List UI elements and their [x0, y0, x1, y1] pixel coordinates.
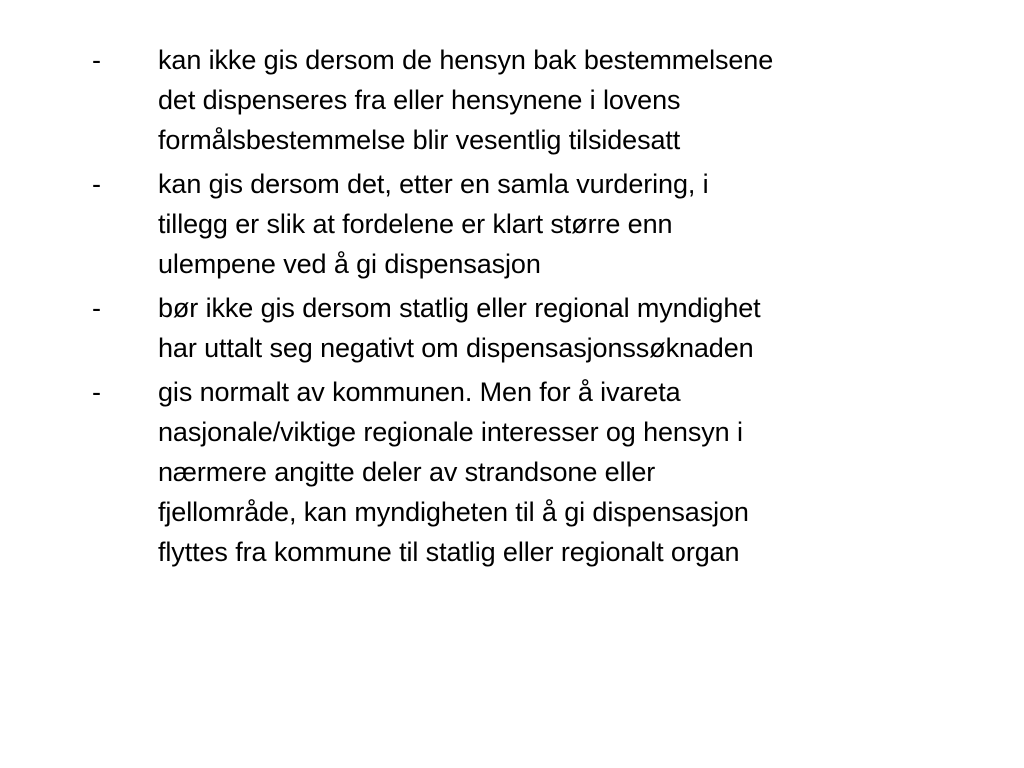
bullet-text: bør ikke gis dersom statlig eller regional myndighet har uttalt seg negativt om dispensasjonssøknaden [158, 293, 761, 363]
bullet-marker: - [92, 45, 101, 75]
bullet-marker: - [92, 169, 101, 199]
bullet-list [92, 40, 972, 576]
bullet-text: kan gis dersom det, etter en samla vurdering, i tillegg er slik at fordelene er klart større enn ulempene ved å gi dispensasjon [158, 169, 709, 279]
bullet-marker: - [92, 377, 101, 407]
list-item [92, 372, 972, 572]
list-item [92, 164, 972, 284]
bullet-marker: - [92, 293, 101, 323]
list-item [92, 40, 972, 160]
bullet-text: gis normalt av kommunen. Men for å ivareta nasjonale/viktige regionale interesser og hensyn i nærmere angitte deler av strandsone eller fjellområde, kan myndigheten til å gi dispensasjon flyttes fra kommune til statlig eller regionalt organ [158, 377, 749, 567]
bullet-text: kan ikke gis dersom de hensyn bak bestemmelsene det dispenseres fra eller hensynene i lovens formålsbestemmelse blir vesentlig tilsidesatt [158, 45, 774, 155]
list-item [92, 288, 972, 368]
